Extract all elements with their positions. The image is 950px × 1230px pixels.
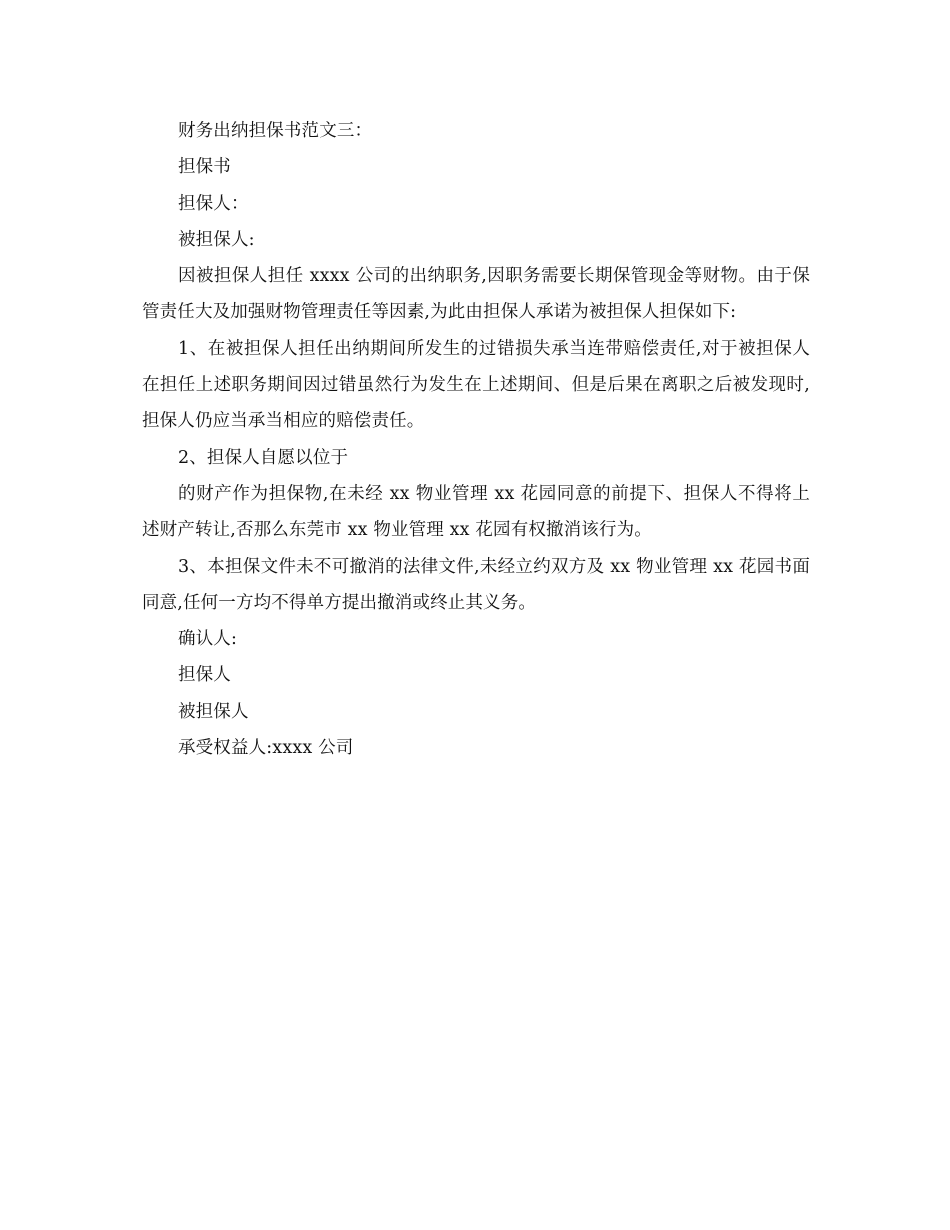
signature-guarantor: 担保人 <box>178 665 231 686</box>
intro-paragraph: 因被担保人担任 xxxx 公司的出纳职务,因职务需要长期保管现金等财物。由于保管责任大及加强财物管理责任等因素,为此由担保人承诺为被担保人担保如下: <box>142 266 810 323</box>
guaranteed-label: 被担保人: <box>178 229 255 250</box>
document-title: 担保书 <box>178 157 231 178</box>
clause-1: 1、在被担保人担任出纳期间所发生的过错损失承当连带赔偿责任,对于被担保人在担任上述职务期间因过错虽然行为发生在上述期间、但是后果在离职之后被发现时,担保人仍应当承当相应的赔偿责任。 <box>142 338 810 432</box>
clause-2-start: 2、担保人自愿以位于 <box>178 447 349 468</box>
confirm-label: 确认人: <box>178 629 237 650</box>
clause-3: 3、本担保文件未不可撤消的法律文件,未经立约双方及 xx 物业管理 xx 花园书面同意,任何一方均不得单方提出撤消或终止其义务。 <box>142 556 810 613</box>
signature-guaranteed: 被担保人 <box>178 701 249 722</box>
guarantor-label: 担保人： <box>178 193 249 214</box>
clause-2-body: 的财产作为担保物,在未经 xx 物业管理 xx 花园同意的前提下、担保人不得将上述财产转让,否那么东莞市 xx 物业管理 xx 花园有权撤消该行为。 <box>142 483 810 541</box>
document-heading: 财务出纳担保书范文三： <box>178 121 373 141</box>
beneficiary-line: 承受权益人:xxxx 公司 <box>178 738 354 759</box>
document-page <box>142 113 810 766</box>
